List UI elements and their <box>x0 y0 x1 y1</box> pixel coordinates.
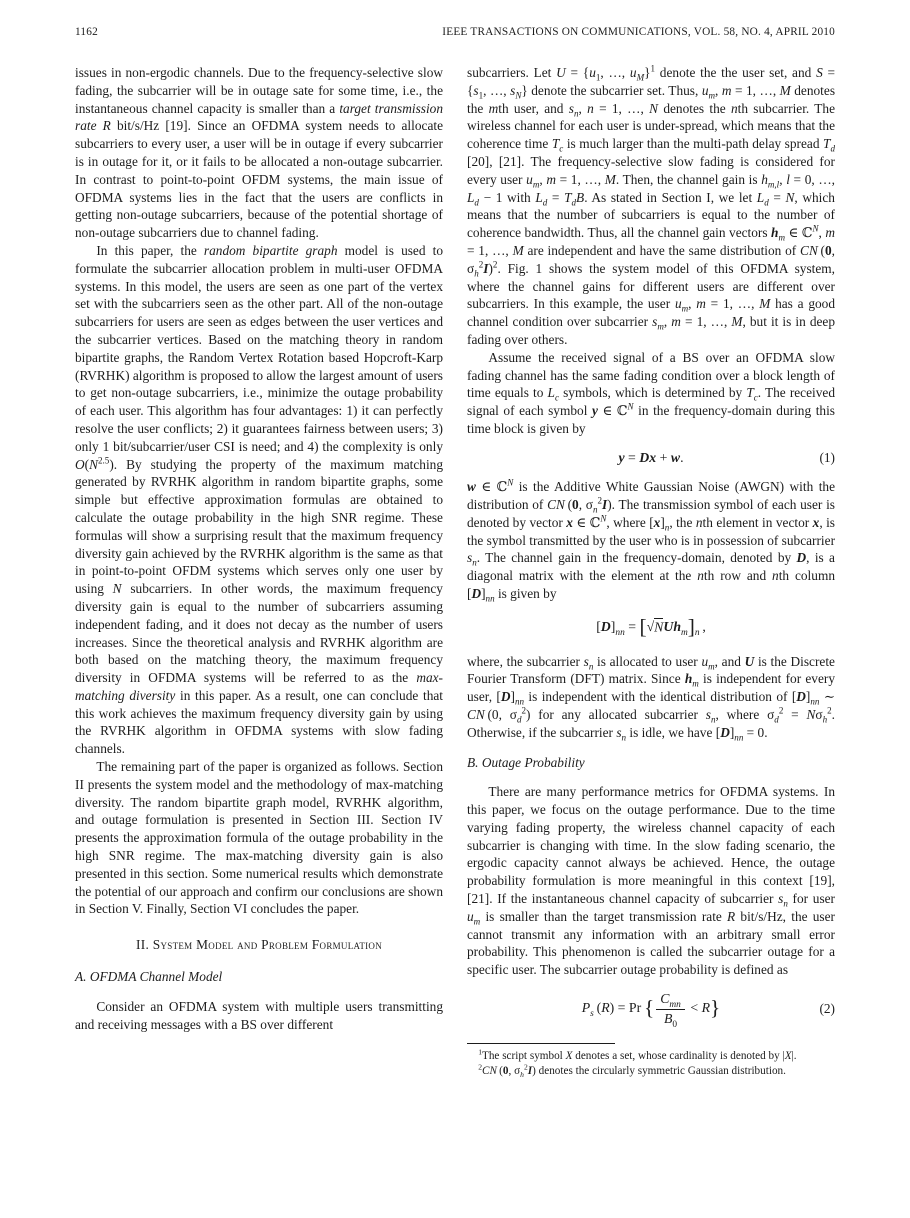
equation-2-number: (2) <box>819 1001 835 1017</box>
paragraph-awgn: w ∈ ℂ$^N$ is the Additive White Gaussian Noise (AWGN) with the distribution of CN (0, $\sigma_n^2I$). The transmission symbol of each user is denoted by vector x ∈ ℂ$^N$, where $[x]_n$, the nth element in vector x, is the symbol transmitted by the user who is in possession of subcarrier $s_n$. The channel gain in the frequency-domain, denoted by D, is a diagonal matrix with the element at the nth row and nth column $[D]_{nn}$ is given by <box>467 477 836 604</box>
footnote-1: $^1$The script symbol X denotes a set, whose cardinality is denoted by |X|. <box>478 1047 797 1063</box>
subsection-heading-b: B. Outage Probability <box>467 754 585 770</box>
page-number: 1162 <box>75 26 98 38</box>
two-column-body <box>75 64 835 1078</box>
equation-dnn <box>467 615 835 641</box>
equation-2 <box>467 991 835 1030</box>
page-header <box>75 26 835 38</box>
equation-1 <box>467 450 835 467</box>
paragraph-outage-metrics: There are many performance metrics for OFDMA systems. In this paper, we focus on the outage performance. Due to the time varying fading property, the wireless channel capacity of each subcarrier is changing with time. In the slow fading scenario, the ergodic capacity cannot always be achieved. Hence, the outage probability formulation is more meaningful in this context [19], [21]. If the instantaneous channel capacity of subcarrier $s_n$ for user $u_m$ is smaller than the target transmission rate R bit/s/Hz, the user cannot transmit any information with an arbitrary small error probability. This phenomenon is called the subcarrier outage for a specific user. The subcarrier outage probability is defined as <box>467 784 835 978</box>
paragraph-received-signal: Assume the received signal of a BS over an OFDMA slow fading channel has the same fading condition over a block length of time equals to $L_c$ symbols, which is determined by $T_c$. The received signal of each symbol y ∈ ℂ$^N$ in the frequency-domain during this time block is given by <box>467 349 836 436</box>
journal-header: IEEE TRANSACTIONS ON COMMUNICATIONS, VOL. 58, NO. 4, APRIL 2010 <box>442 26 835 38</box>
section-heading-ii: II. System Model and Problem Formulation <box>135 937 383 953</box>
left-column <box>75 64 443 1078</box>
equation-1-number: (1) <box>819 450 835 465</box>
footnotes <box>467 1043 835 1078</box>
footnote-2: $^2$CN (0, $\sigma_h^2I$) denotes the circularly symmetric Gaussian distribution. <box>478 1062 786 1079</box>
equation-1-body: y = Dx + w. <box>618 449 684 465</box>
paragraph-bipartite-graph: In this paper, the random bipartite graph model is used to formulate the subcarrier allocation problem in multi-user OFDMA systems. In this model, the users are seen as one part of the vertex set with the subcarriers seen as the other part. All of the non-outage subcarriers for users are seen as edges between the user vertices and the subcarrier vertices. Based on the matching theory in random bipartite graphs, the Random Vertex Rotation based Hopcroft-Karp (RVRHK) algorithm is proposed to allow the largest amount of users to get non-outage subcarriers, i.e., minimize the outage probability of each user. This algorithm has four advantages: 1) it can perfectly resolve the user conflicts; 2) it guarantees fairness between users; 3) only 1 bit/subcarrier/user CSI is need; and 4) the complexity is only $O(N^{2.5})$. By studying the property of the maximum matching generated by RVRHK algorithm in random bipartite graphs, some simple but effective approximation formulas are obtained to calculate the outage probability in the high SNR regime. These formulas will show a surprising result that the maximum frequency diversity gain achieved by the RVRHK algorithm is the same as that in point-to-point OFDM systems which serves only one user by using N subcarriers. In other words, the maximum frequency diversity gain is equal to the number of subcarriers assuming independent fading, and it does not decay as the number of users increases. Since the theoretical analysis and RVRHK algorithm are both based on the matching theory, the maximum frequency diversity in OFDMA systems will be referred to as the max-matching diversity in this paper. As a result, one can conclude that this work achieves the maximum frequency diversity gain by using the RVRHK algorithm in OFDMA systems with slow fading channels. <box>75 242 444 757</box>
paragraph-consider-ofdma: Consider an OFDMA system with multiple users transmitting and receiving messages with a BS over different <box>75 998 443 1032</box>
paragraph-subcarrier-sets: subcarriers. Let $U = \{u_1$, …, $u_M\}^1$ denote the the user set, and $S = \{s_1$, …, $s_N$} denote the subcarrier set. Thus, $u_m$, m = 1, …, M denotes the mth user, and $s_n$, n = 1, …, N denotes the nth subcarrier. The wireless channel for each user is under-spread, which means that the coherence time $T_c$ is much larger than the multi-path delay spread $T_d$ [20], [21]. The frequency-selective slow fading is considered for every user $u_m$, m = 1, …, M. Then, the channel gain is $h_{m,l}$, l = 0, …, $L_d - 1$ with $L_d = T_dB$. As stated in Section I, we let $L_d = N$, which means that the number of subcarriers is equal to the number of coherence bandwidth. Thus, all the channel gain vectors $h_m$ ∈ ℂ$^N$, m = 1, …, M are independent and have the same distribution of CN (0, $\sigma_h^2I)^2$. Fig. 1 shows the system model of this OFDMA system, where the channel gains for different users are different over subcarriers. In this example, the user $u_m$, m = 1, …, M has a good channel condition over subcarrier $s_m$, m = 1, …, M, but it is in deep fading over others. <box>467 63 836 347</box>
right-column <box>467 64 835 1078</box>
paragraph-paper-organization: The remaining part of the paper is organized as follows. Section II presents the system model and the methodology of max-matching diversity. The random bipartite graph model, RVRHK algorithm, and outage formulation is presented in Section III. Section IV presents the approximation formula of the outage probability in the high SNR regime. The max-matching diversity gain is also presented in this section. Some numerical results which demonstrate the potential of our approach and confirm our conclusions are shown in Section V. Finally, Section VI concludes the paper. <box>75 759 443 917</box>
paragraph-dft-matrix: where, the subcarrier $s_n$ is allocated to user $u_m$, and U is the Discrete Fourier Transform (DFT) matrix. Since $h_m$ is independent for every user, $[D]_{nn}$ is independent with the identical distribution of $[D]_{nn}$ ∼ CN (0, $\sigma_d^2$) for any allocated subcarrier $s_n$, where $\sigma_d^2 = N\sigma_h^2$. Otherwise, if the subcarrier $s_n$ is idle, we have $[D]_{nn} = 0$. <box>467 653 836 743</box>
footnote-rule <box>467 1043 615 1044</box>
equation-2-body: $P_s$ (R) = Pr { $\frac{C_{mn}}{B_0}$ < R} <box>581 991 721 1030</box>
subsection-heading-a: A. OFDMA Channel Model <box>75 969 223 985</box>
paragraph-intro-continuation: issues in non-ergodic channels. Due to the frequency-selective slow fading, the subcarrier will be in outage sate for some time, i.e., the instantaneous channel capacity is smaller than a target transmission rate R bit/s/Hz [19]. Since an OFDMA system needs to allocate subcarriers to every user, a user will be in outage if every subcarrier is in outage for it, or it fails to be allocated a non-outage subcarrier. In contrast to point-to-point OFDM systems, the main issue of OFDMA systems lies in the fact that the users are conflicts in getting non-outage subcarriers, because of the potential shortage of non-outage subcarriers due to channel fading. <box>75 65 444 241</box>
equation-dnn-body: $[D]_{nn} = [√NUh_m]_n$ , <box>596 614 706 639</box>
